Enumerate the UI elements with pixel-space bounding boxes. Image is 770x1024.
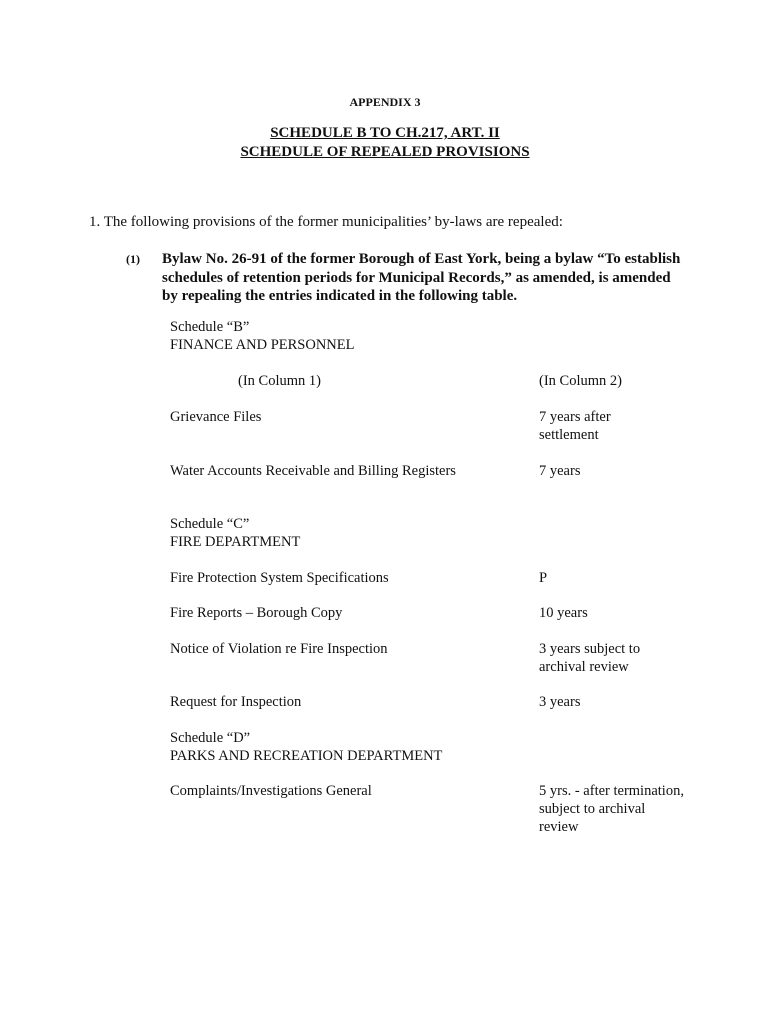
column-1-header: (In Column 1) bbox=[238, 373, 321, 389]
table-row-period: P bbox=[539, 570, 548, 586]
schedule-d-dept: PARKS AND RECREATION DEPARTMENT bbox=[170, 748, 443, 764]
table-row-item: Water Accounts Receivable and Billing Registers bbox=[170, 463, 456, 479]
table-row-item: Notice of Violation re Fire Inspection bbox=[170, 641, 388, 657]
table-row-period: 7 years bbox=[539, 463, 581, 479]
title-line-2: SCHEDULE OF REPEALED PROVISIONS bbox=[240, 144, 530, 160]
column-2-header: (In Column 2) bbox=[539, 373, 622, 389]
schedule-c-dept: FIRE DEPARTMENT bbox=[170, 534, 301, 550]
table-row-period: 3 years subject to archival review bbox=[539, 641, 641, 675]
table-row-item: Grievance Files bbox=[170, 409, 262, 425]
table-row-period: 10 years bbox=[539, 605, 588, 621]
table-row-item: Request for Inspection bbox=[170, 694, 302, 710]
table-row-item: Fire Reports – Borough Copy bbox=[170, 605, 343, 621]
schedule-c-name: Schedule “C” bbox=[170, 516, 250, 532]
document-title bbox=[0, 124, 770, 162]
schedule-b-dept: FINANCE AND PERSONNEL bbox=[170, 337, 355, 353]
table-row-period: 7 years after settlement bbox=[539, 409, 611, 443]
subsection-number: (1) bbox=[126, 252, 140, 266]
table-row-item: Fire Protection System Specifications bbox=[170, 570, 389, 586]
table-row-period: 5 yrs. - after termination, subject to archival review bbox=[539, 783, 684, 835]
appendix-heading: APPENDIX 3 bbox=[349, 95, 421, 109]
subsection-text: Bylaw No. 26-91 of the former Borough of East York, being a bylaw “To establish schedules of retention periods for Municipal Records,” as amended, is amended by repealing the entries indicated in the following table. bbox=[162, 251, 681, 304]
table-row-item: Complaints/Investigations General bbox=[170, 783, 372, 799]
schedule-b-name: Schedule “B” bbox=[170, 319, 250, 335]
table-row-period: 3 years bbox=[539, 694, 581, 710]
title-line-1: SCHEDULE B TO CH.217, ART. II bbox=[270, 125, 500, 141]
schedule-d-name: Schedule “D” bbox=[170, 730, 251, 746]
intro-paragraph: 1. The following provisions of the former municipalities’ by-laws are repealed: bbox=[89, 214, 563, 230]
